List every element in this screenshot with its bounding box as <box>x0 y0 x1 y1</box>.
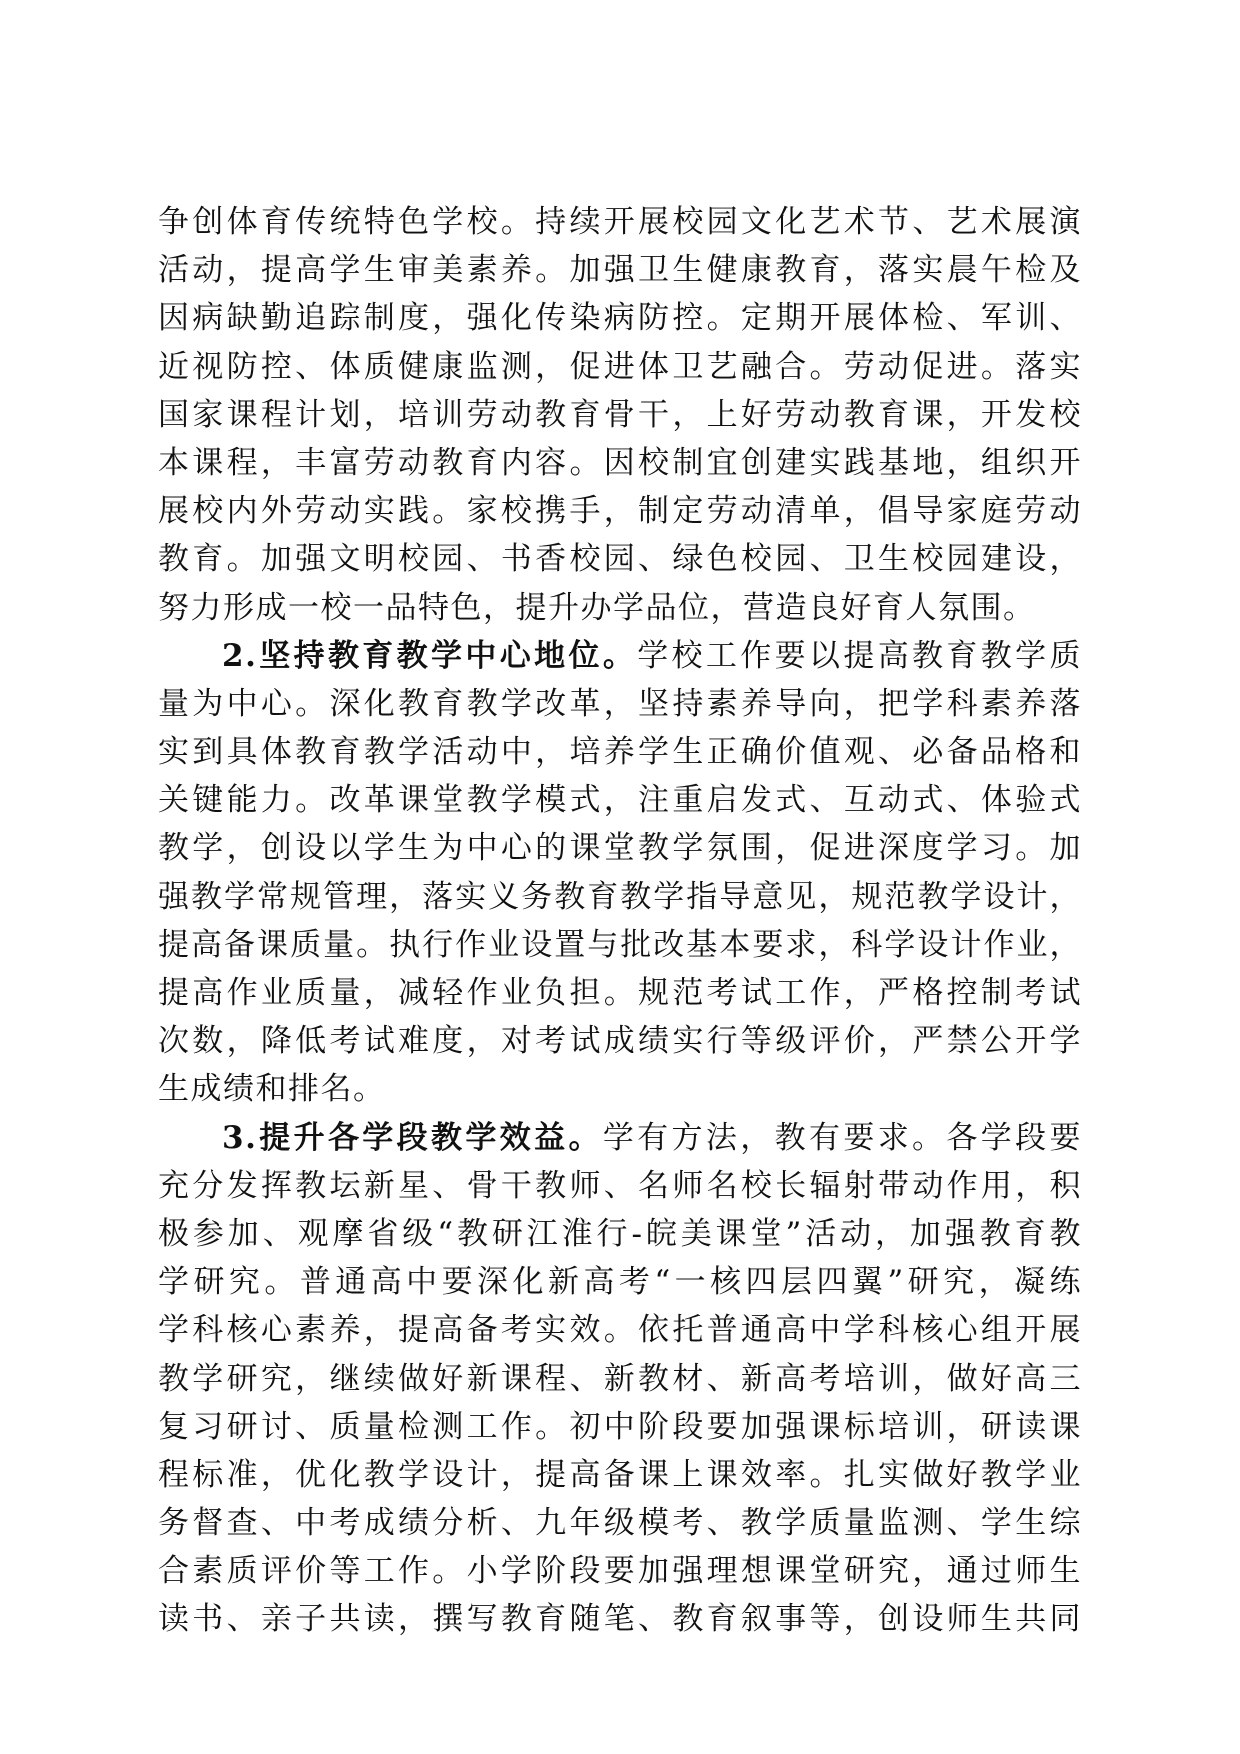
document-body <box>158 198 1082 1644</box>
text-line: 极参加、观摩省级“教研江淮行-皖美课堂”活动，加强教育教 <box>158 1215 1082 1252</box>
text-line: 程标准，优化教学设计，提高备课上课效率。扎实做好教学业 <box>158 1456 1082 1493</box>
text-line: 学研究。普通高中要深化新高考“一核四层四翼”研究，凝练 <box>158 1264 1082 1301</box>
text-line: 生成绩和排名。 <box>158 1071 386 1108</box>
paragraph-3 <box>158 1114 1082 1644</box>
text-line: 读书、亲子共读，撰写教育随笔、教育叙事等，创设师生共同 <box>158 1601 1082 1638</box>
heading-followup-text: 学有方法，教有要求。各学段要 <box>602 1119 1082 1156</box>
text-line: 教学研究，继续做好新课程、新教材、新高考培训，做好高三 <box>158 1360 1082 1397</box>
text-line: 次数，降低考试难度，对考试成绩实行等级评价，严禁公开学 <box>158 1023 1082 1060</box>
text-line: 复习研讨、质量检测工作。初中阶段要加强课标培训，研读课 <box>158 1408 1082 1445</box>
text-line: 国家课程计划，培训劳动教育骨干，上好劳动教育课，开发校 <box>158 396 1082 433</box>
text-line: 活动，提高学生审美素养。加强卫生健康教育，落实晨午检及 <box>158 252 1082 289</box>
text-line: 教学，创设以学生为中心的课堂教学氛围，促进深度学习。加 <box>158 830 1082 867</box>
text-line: 近视防控、体质健康监测，促进体卫艺融合。劳动促进。落实 <box>158 348 1082 385</box>
text-line: 提高备课质量。执行作业设置与批改基本要求，科学设计作业， <box>158 926 1082 963</box>
text-line: 充分发挥教坛新星、骨干教师、名师名校长辐射带动作用，积 <box>158 1167 1082 1204</box>
text-line: 关键能力。改革课堂教学模式，注重启发式、互动式、体验式 <box>158 782 1082 819</box>
text-line: 努力形成一校一品特色，提升办学品位，营造良好育人氛围。 <box>158 589 1036 626</box>
section-heading: 2.坚持教育教学中心地位。 <box>222 637 638 674</box>
text-line: 合素质评价等工作。小学阶段要加强理想课堂研究，通过师生 <box>158 1553 1082 1590</box>
paragraph-1 <box>158 198 1082 632</box>
text-line: 提高作业质量，减轻作业负担。规范考试工作，严格控制考试 <box>158 975 1082 1011</box>
text-line: 本课程，丰富劳动教育内容。因校制宜创建实践基地，组织开 <box>158 444 1082 481</box>
text-line: 强教学常规管理，落实义务教育教学指导意见，规范教学设计， <box>158 878 1082 915</box>
text-line: 教育。加强文明校园、书香校园、绿色校园、卫生校园建设， <box>158 541 1082 578</box>
text-line: 量为中心。深化教育教学改革，坚持素养导向，把学科素养落 <box>158 685 1082 722</box>
paragraph-2 <box>158 632 1082 1114</box>
text-line: 争创体育传统特色学校。持续开展校园文化艺术节、艺术展演 <box>158 204 1082 240</box>
text-line: 学科核心素养，提高备考实效。依托普通高中学科核心组开展 <box>158 1312 1082 1349</box>
text-line: 务督查、中考成绩分析、九年级模考、教学质量监测、学生综 <box>158 1505 1082 1542</box>
text-line: 因病缺勤追踪制度，强化传染病防控。定期开展体检、军训、 <box>158 300 1082 337</box>
section-heading: 3.提升各学段教学效益。 <box>222 1119 603 1156</box>
paragraph-first-line <box>158 1114 1082 1162</box>
heading-followup-text: 学校工作要以提高教育教学质 <box>637 637 1082 674</box>
text-line: 实到具体教育教学活动中，培养学生正确价值观、必备品格和 <box>158 734 1082 771</box>
paragraph-first-line <box>158 632 1082 680</box>
text-line: 展校内外劳动实践。家校携手，制定劳动清单，倡导家庭劳动 <box>158 493 1082 530</box>
